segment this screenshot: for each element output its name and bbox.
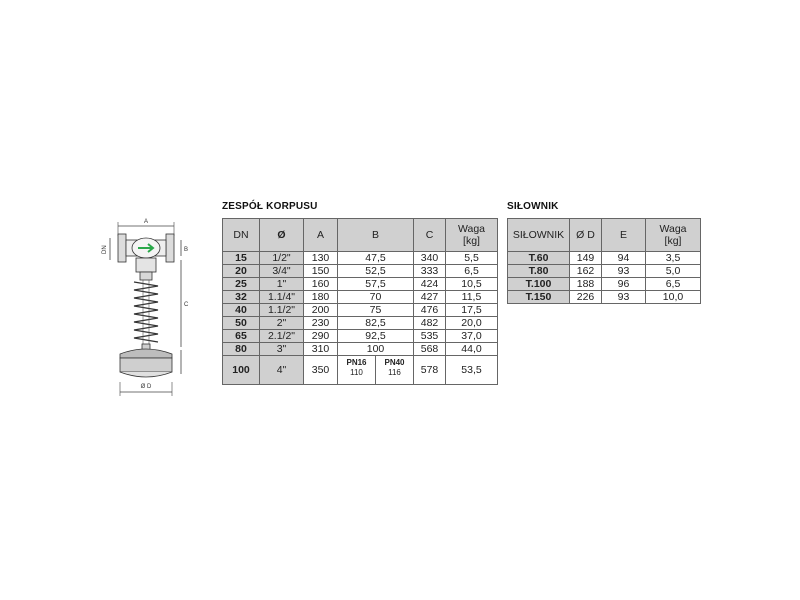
dim-label-dn: DN [102,245,108,254]
table-row [223,291,498,304]
col-header-b: B [338,219,414,252]
silownik-title: SIŁOWNIK [507,201,559,212]
cell-a: 160 [304,278,338,291]
cell-model: T.100 [508,278,570,291]
cell-od: 149 [570,252,602,265]
cell-a: 180 [304,291,338,304]
cell-size: 1/2" [260,252,304,265]
cell-size: 2" [260,317,304,330]
cell-waga: 5,0 [646,265,701,278]
cell-dn: 32 [223,291,260,304]
cell-a: 130 [304,252,338,265]
cell-e: 94 [602,252,646,265]
pn40-value: 116 [388,368,401,377]
cell-a: 200 [304,304,338,317]
cell-b-split [338,356,414,385]
cell-b: 92,5 [338,330,414,343]
pn16-value: 110 [350,368,363,377]
cell-size: 1" [260,278,304,291]
cell-model: T.150 [508,291,570,304]
cell-b: 47,5 [338,252,414,265]
cell-b: 82,5 [338,317,414,330]
table-row [223,304,498,317]
cell-a: 230 [304,317,338,330]
cell-size: 1.1/2" [260,304,304,317]
pn16-cell [338,356,376,384]
table-row [223,356,498,385]
korpus-title: ZESPÓŁ KORPUSU [222,201,318,212]
table-row [223,252,498,265]
valve-drawing [96,212,196,408]
col-header-a: A [304,219,338,252]
cell-waga: 3,5 [646,252,701,265]
cell-c: 424 [414,278,446,291]
cell-waga: 5,5 [446,252,498,265]
cell-dn: 100 [223,356,260,385]
table-row [223,343,498,356]
table-row [223,278,498,291]
cell-waga: 20,0 [446,317,498,330]
pn40-label: PN40 [384,358,405,367]
table-header-row [508,219,701,252]
cell-b: 57,5 [338,278,414,291]
cell-a: 150 [304,265,338,278]
cell-waga: 10,0 [646,291,701,304]
cell-a: 290 [304,330,338,343]
cell-e: 93 [602,265,646,278]
col-header-silownik: SIŁOWNIK [508,219,570,252]
table-row [508,265,701,278]
cell-dn: 80 [223,343,260,356]
pn40-cell [376,356,413,384]
silownik-table [507,218,701,304]
cell-a: 350 [304,356,338,385]
cell-waga: 6,5 [646,278,701,291]
cell-dn: 20 [223,265,260,278]
cell-waga: 10,5 [446,278,498,291]
cell-waga: 53,5 [446,356,498,385]
col-header-e: E [602,219,646,252]
col-header-od: Ø D [570,219,602,252]
waga-unit: [kg] [463,235,480,247]
table-header-row [223,219,498,252]
col-header-waga [646,219,701,252]
dim-label-a: A [143,219,149,225]
dim-label-c: C [184,302,189,308]
cell-waga: 17,5 [446,304,498,317]
pn16-label: PN16 [346,358,367,367]
cell-waga: 44,0 [446,343,498,356]
cell-b: 100 [338,343,414,356]
cell-e: 96 [602,278,646,291]
korpus-table [222,218,498,385]
cell-od: 226 [570,291,602,304]
cell-size: 2.1/2" [260,330,304,343]
cell-size: 3/4" [260,265,304,278]
cell-size: 1.1/4" [260,291,304,304]
cell-waga: 6,5 [446,265,498,278]
dim-label-od: Ø D [140,384,152,390]
cell-c: 535 [414,330,446,343]
cell-dn: 25 [223,278,260,291]
table-row [508,278,701,291]
cell-size: 3" [260,343,304,356]
col-header-c: C [414,219,446,252]
cell-c: 482 [414,317,446,330]
waga-unit: [kg] [664,235,682,247]
cell-model: T.60 [508,252,570,265]
cell-c: 340 [414,252,446,265]
dim-label-b: B [184,247,189,253]
cell-b: 75 [338,304,414,317]
cell-dn: 50 [223,317,260,330]
cell-c: 333 [414,265,446,278]
cell-waga: 37,0 [446,330,498,343]
waga-label: Waga [659,223,687,235]
cell-b: 52,5 [338,265,414,278]
cell-waga: 11,5 [446,291,498,304]
cell-a: 310 [304,343,338,356]
table-row [223,317,498,330]
cell-c: 578 [414,356,446,385]
cell-dn: 40 [223,304,260,317]
waga-label: Waga [457,223,486,235]
cell-od: 188 [570,278,602,291]
cell-e: 93 [602,291,646,304]
col-header-waga [446,219,498,252]
cell-size: 4" [260,356,304,385]
cell-dn: 65 [223,330,260,343]
table-row [508,291,701,304]
cell-b: 70 [338,291,414,304]
cell-c: 476 [414,304,446,317]
table-row [223,330,498,343]
cell-c: 427 [414,291,446,304]
cell-od: 162 [570,265,602,278]
table-row [508,252,701,265]
cell-dn: 15 [223,252,260,265]
table-row [223,265,498,278]
cell-c: 568 [414,343,446,356]
col-header-dn: DN [223,219,260,252]
col-header-size: Ø [260,219,304,252]
cell-model: T.80 [508,265,570,278]
